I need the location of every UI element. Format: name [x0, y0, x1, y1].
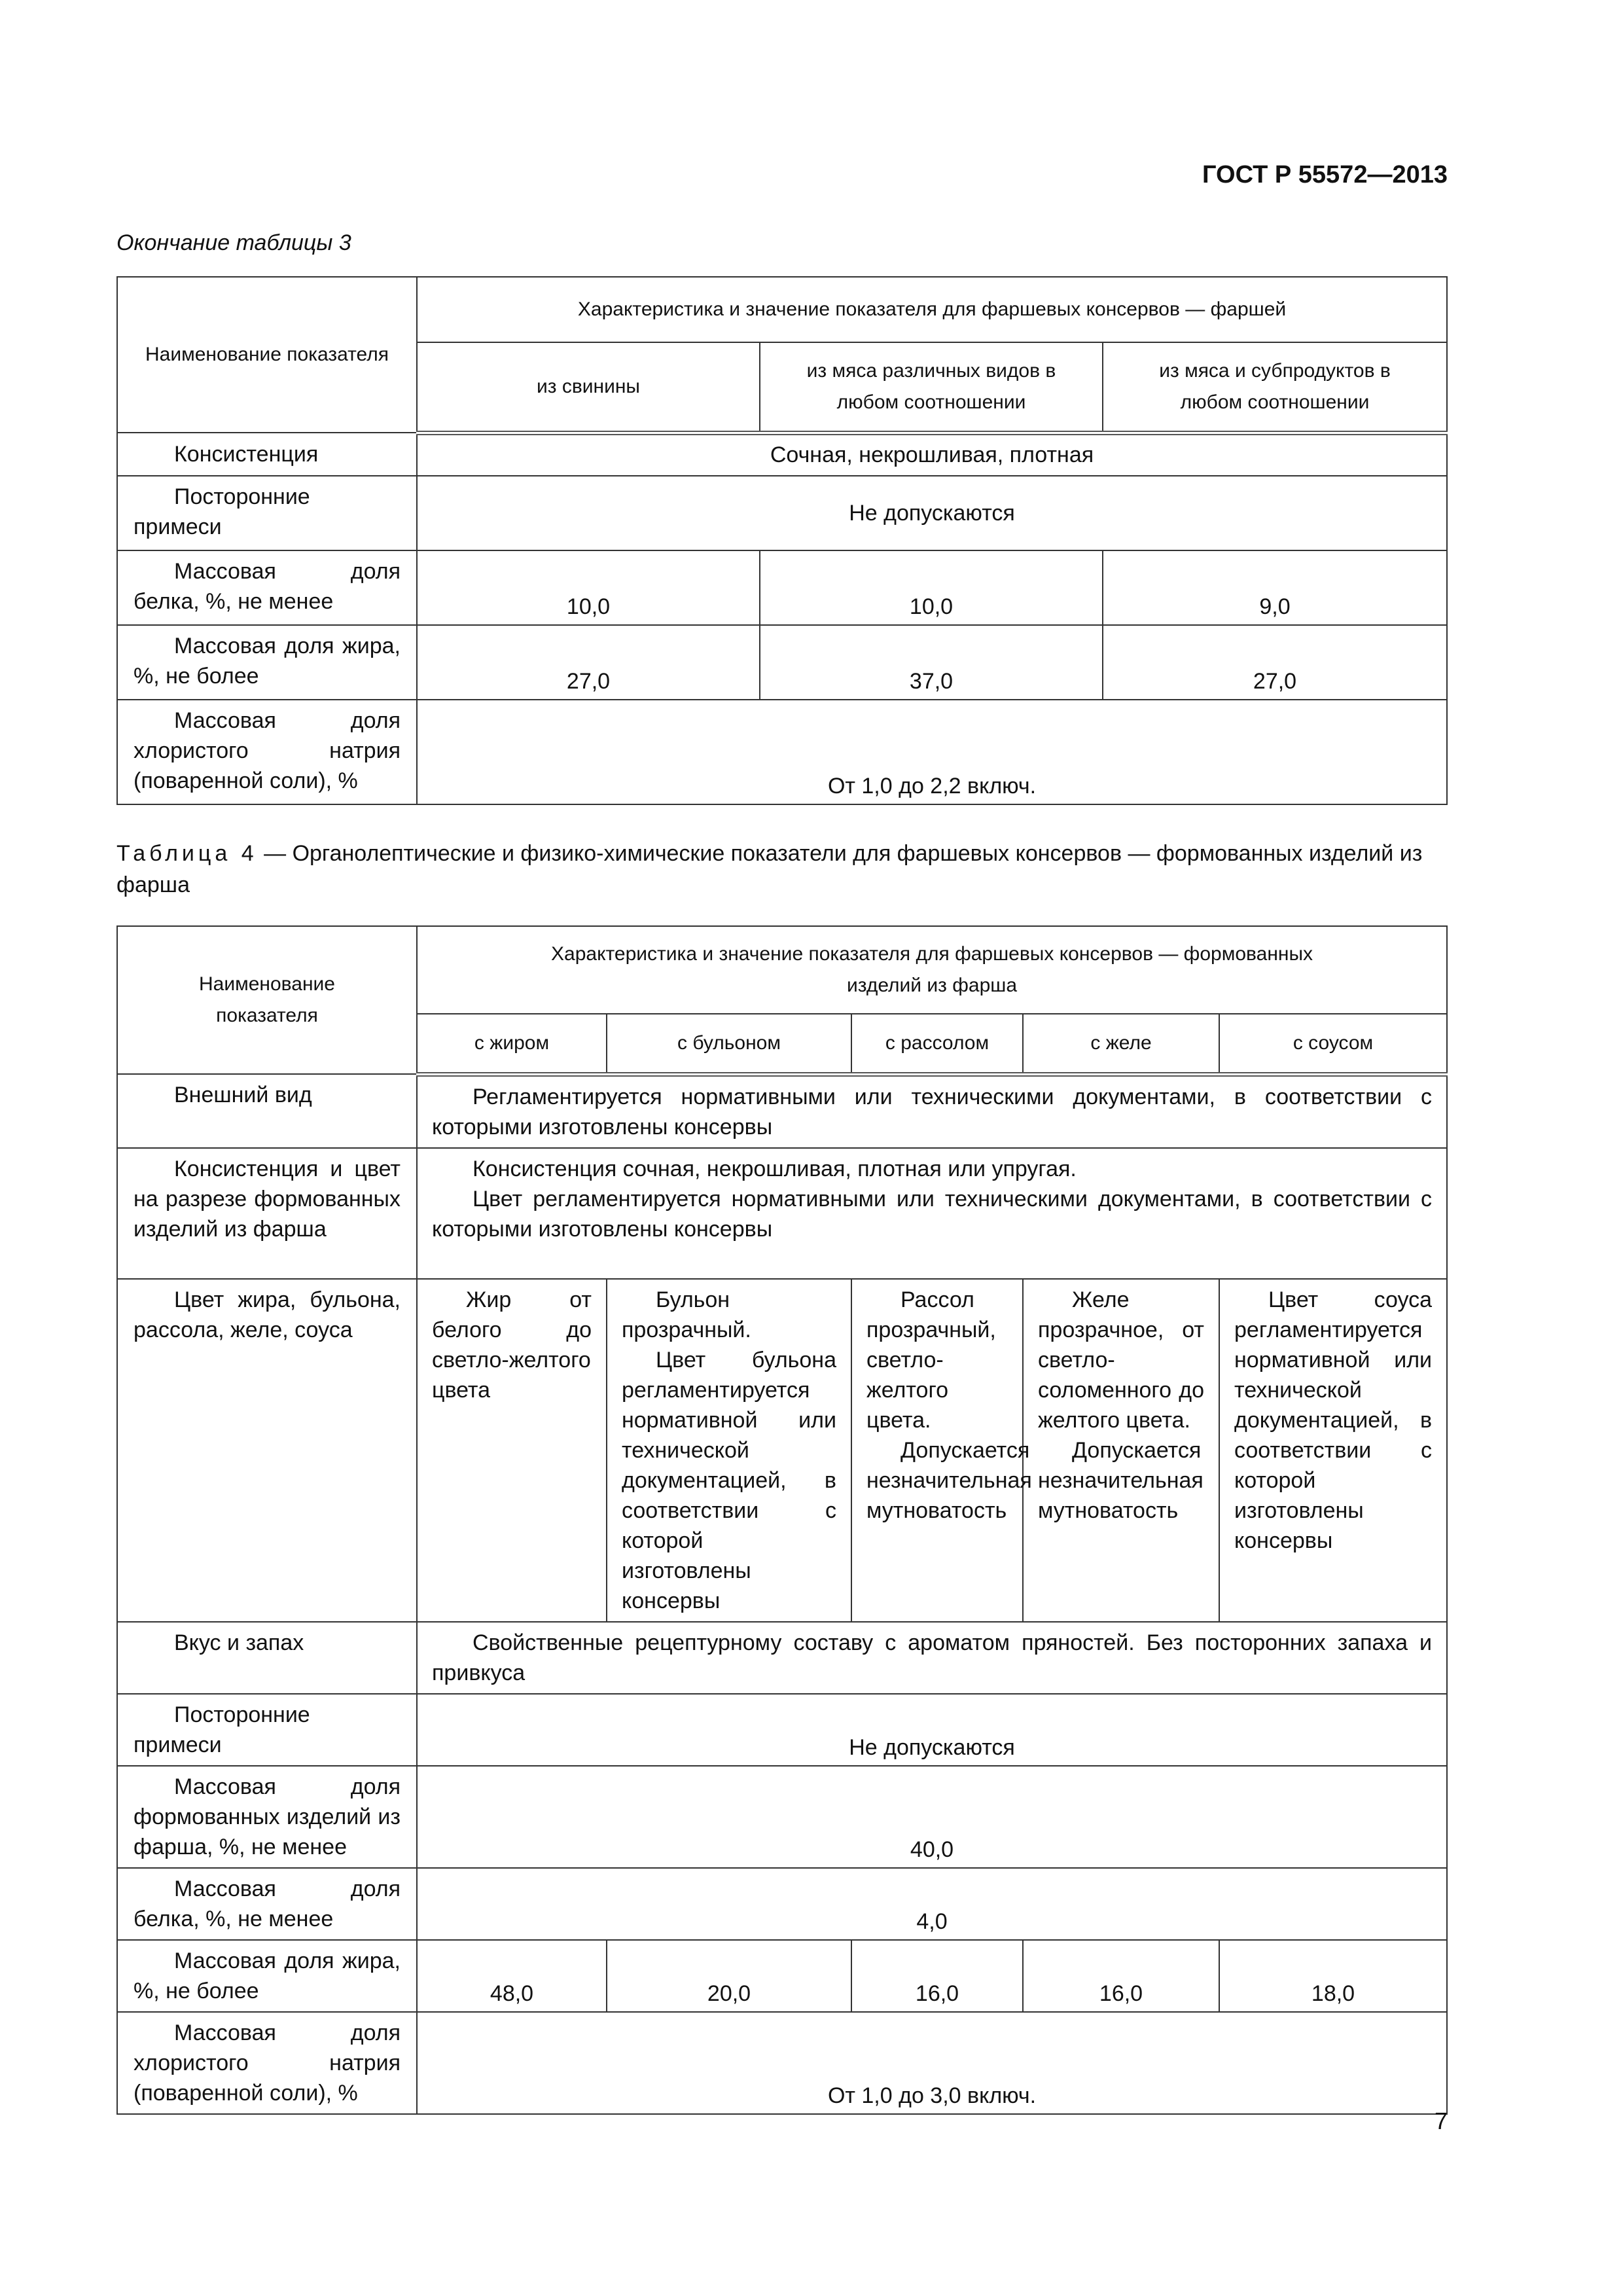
table-row [117, 550, 1447, 625]
table4-group-header: Характеристика и значение показателя для фаршевых консервов — формованных изделий из фарша [417, 926, 1447, 1014]
merged-value: От 1,0 до 2,2 включ. [417, 700, 1447, 804]
merged-value: 4,0 [417, 1868, 1447, 1940]
row-name: Массовая доля жира, %, не более [117, 1940, 417, 2012]
row-name: Вкус и запах [117, 1622, 417, 1694]
row-name: Массовая доля жира, %, не более [117, 625, 417, 700]
table3-col-header: из мяса и субпродуктов в любом соотношении [1103, 342, 1447, 433]
merged-value: Свойственные рецептурному составу с ароматом пряностей. Без посторонних запаха и привкуса [417, 1622, 1447, 1694]
table3-col-header: из свинины [417, 342, 760, 433]
row-name: Цвет жира, бульона, рассола, желе, соуса [117, 1279, 417, 1622]
table-row [117, 1279, 1447, 1622]
fat-color-cell: Жир от белого до светло-желтого цвета [417, 1279, 607, 1622]
table4-col-header: с бульоном [607, 1014, 851, 1074]
value-cell: 9,0 [1103, 550, 1447, 625]
value-cell: 10,0 [417, 550, 760, 625]
table4 [116, 925, 1448, 2115]
value-cell: 27,0 [1103, 625, 1447, 700]
row-name: Массовая доля белка, %, не менее [117, 1868, 417, 1940]
merged-value: 40,0 [417, 1766, 1447, 1868]
page-number: 7 [1434, 2108, 1448, 2134]
row-name: Внешний вид [117, 1074, 417, 1148]
table-row [117, 1148, 1447, 1279]
value-cell: 16,0 [1023, 1940, 1219, 2012]
table-row [117, 700, 1447, 804]
table4-caption-text: — Органолептические и физико-химические показатели для фаршевых консервов — формованных изделий из фарша [116, 841, 1423, 897]
table-row [117, 433, 1447, 476]
table-row [117, 1766, 1447, 1868]
value-cell: 16,0 [851, 1940, 1023, 2012]
table-row [117, 1868, 1447, 1940]
row-name: Посторонние примеси [117, 1694, 417, 1766]
broth-color-cell: Бульон прозрачный. Цвет бульона регламентируется нормативной или технической документацией, в соответствии с которой изготовлены консервы [607, 1279, 851, 1622]
value-cell: 37,0 [760, 625, 1103, 700]
row-name: Посторонние примеси [117, 476, 417, 550]
brine-color-cell: Рассол прозрачный, светло-желтого цвета. Допускается незначительная мутноватость [851, 1279, 1023, 1622]
table3-name-header: Наименование показателя [117, 277, 417, 433]
table3-group-header: Характеристика и значение показателя для фаршевых консервов — фаршей [417, 277, 1447, 342]
value-cell: 20,0 [607, 1940, 851, 2012]
table4-col-header: с желе [1023, 1014, 1219, 1074]
merged-value: От 1,0 до 3,0 включ. [417, 2012, 1447, 2114]
table3-col-header: из мяса различных видов в любом соотношении [760, 342, 1103, 433]
jelly-color-cell: Желе прозрачное, от светло-соломенного до желтого цвета. Допускается незначительная мутноватость [1023, 1279, 1219, 1622]
value-cell: 27,0 [417, 625, 760, 700]
merged-value: Сочная, некрошливая, плотная [417, 433, 1447, 476]
table-row [117, 1694, 1447, 1766]
table4-name-header: Наименование показателя [117, 926, 417, 1074]
value-cell: 10,0 [760, 550, 1103, 625]
merged-value: Не допускаются [417, 476, 1447, 550]
table-row [117, 2012, 1447, 2114]
row-name: Консистенция и цвет на разрезе формованных изделий из фарша [117, 1148, 417, 1279]
table4-col-header: с жиром [417, 1014, 607, 1074]
value-cell: 48,0 [417, 1940, 607, 2012]
table-row [117, 1940, 1447, 2012]
row-name: Массовая доля белка, %, не менее [117, 550, 417, 625]
document-code: ГОСТ Р 55572—2013 [1202, 161, 1448, 188]
row-name: Консистенция [117, 433, 417, 476]
table4-caption [116, 838, 1445, 901]
table4-col-header: с рассолом [851, 1014, 1023, 1074]
row-name: Массовая доля хлористого натрия (поваренной соли), % [117, 2012, 417, 2114]
table-row [117, 1074, 1447, 1148]
merged-value: Регламентируется нормативными или техническими документами, в соответствии с которыми изготовлены консервы [417, 1074, 1447, 1148]
table3 [116, 276, 1448, 805]
table4-caption-prefix: Таблица 4 [116, 841, 258, 866]
merged-value: Не допускаются [417, 1694, 1447, 1766]
value-cell: 18,0 [1219, 1940, 1447, 2012]
table-row [117, 476, 1447, 550]
table-row [117, 625, 1447, 700]
sauce-color-cell: Цвет соуса регламентируется нормативной или технической документацией, в соответствии с которой изготовлены консервы [1219, 1279, 1447, 1622]
table4-col-header: с соусом [1219, 1014, 1447, 1074]
table-row [117, 1622, 1447, 1694]
table3-caption: Окончание таблицы 3 [116, 230, 351, 255]
merged-value: Консистенция сочная, некрошливая, плотная или упругая. Цвет регламентируется нормативными или техническими документами, в соответствии с которыми изготовлены консервы [417, 1148, 1447, 1279]
row-name: Массовая доля формованных изделий из фарша, %, не менее [117, 1766, 417, 1868]
row-name: Массовая доля хлористого натрия (поваренной соли), % [117, 700, 417, 804]
